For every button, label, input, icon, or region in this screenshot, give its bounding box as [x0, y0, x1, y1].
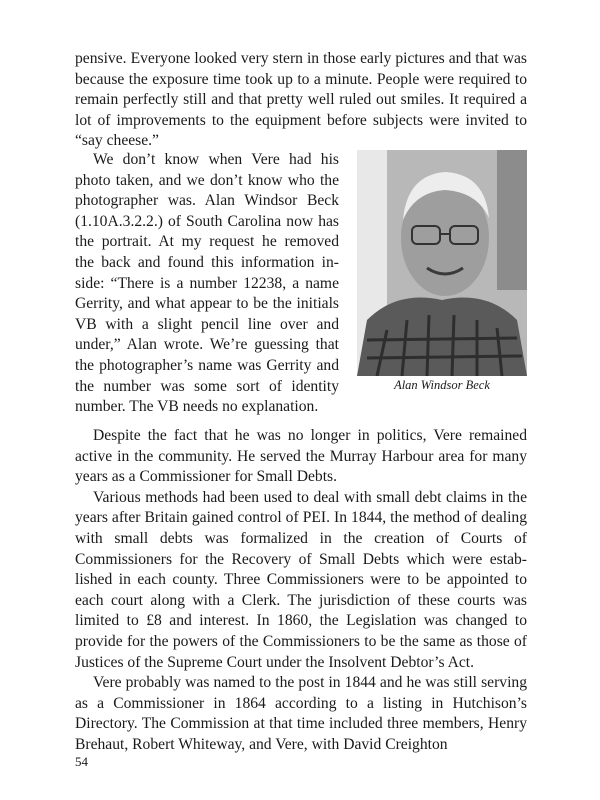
paragraph-text: pensive. Everyone looked very stern in those early pictures and that was because the exposure time took up to a minute. People were required to remain perfectly still and that pretty well ruled out smiles. It required a lot of improvements to the equipment before subjects were invited to “say cheese.” [75, 50, 527, 150]
page-number: 54 [75, 754, 88, 769]
paragraph-text: Vere probably was named to the post in 1844 and he was still serving as a Commissioner in 1864 according to a listing in Hutchison’s Directory. The Commission at that time included three members, Henry Brehaut, Robert Whiteway, and Vere, with David Creighton [75, 674, 527, 753]
portrait-figure [351, 150, 527, 398]
photo-caption: Alan Windsor Beck [394, 378, 490, 392]
paragraphs-commissioner [75, 426, 527, 756]
paragraph-photo-origin [75, 150, 527, 418]
portrait-image-icon [357, 150, 527, 376]
paragraph-text: Various methods had been used to deal with small debt claims in the years after Britain gained control of PEI. In 1844, the method of dealing with small debts was formalized in the creation of Courts of Commissioners for the Recovery of Small Debts which were established in each county. Three Commissioners were to be appointed to each court along with a Clerk. The jurisdiction of these courts was limited to £8 and interest. In 1860, the Legislation was changed to provide for the powers of the Commissioners to be the same as those of Justices of the Supreme Court under the Insolvent Debtor’s Act. [75, 488, 527, 671]
paragraph-text: Despite the fact that he was no longer in politics, Vere remained active in the community. He served the Murray Harbour area for many years as a Commissioner for Small Debts. [75, 427, 527, 486]
paragraph-text: We don’t know when Vere had his photo taken, and we don’t know who the photographer was. Alan Windsor Beck (1.10A.3.2.2.) of South Carolina now has the portrait. At my request he removed the back and found this information inside: “There is a number 12238, a name Gerrity, and what appear to be the initials VB with a slight pencil line over and under,” Alan wrote. We’re guessing that the photographer’s name was Gerrity and the number was some sort of identity number. The VB needs no explanation. [75, 151, 339, 416]
paragraph-exposure-time [75, 49, 527, 152]
portrait-photo [357, 150, 527, 376]
